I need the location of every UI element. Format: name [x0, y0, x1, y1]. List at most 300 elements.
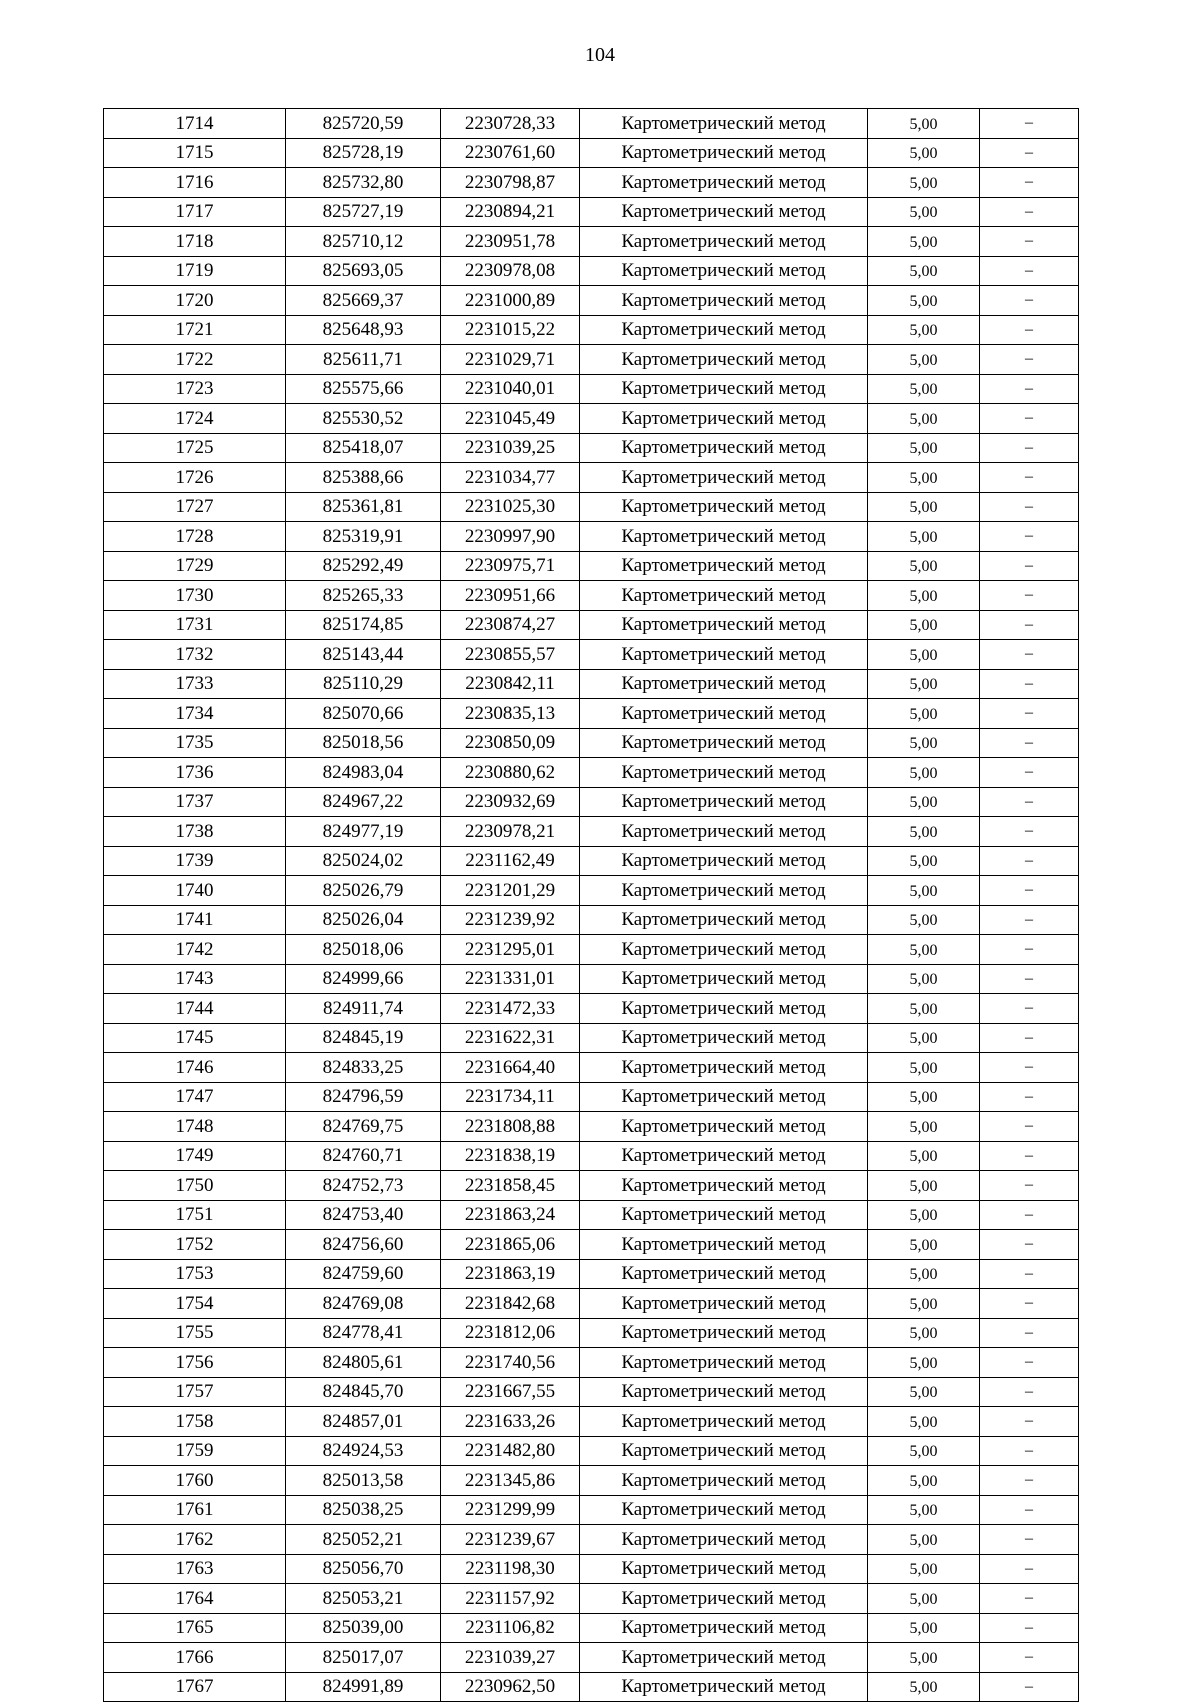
x-coordinate-cell: 824857,01	[286, 1407, 441, 1437]
description-cell: –	[980, 876, 1079, 906]
point-number-cell: 1716	[104, 168, 286, 198]
point-number-cell: 1721	[104, 315, 286, 345]
accuracy-cell: 5,00	[868, 109, 980, 139]
description-cell: –	[980, 964, 1079, 994]
table-row	[104, 522, 1079, 552]
table-row	[104, 610, 1079, 640]
method-cell: Картометрический метод	[580, 1613, 868, 1643]
table-row	[104, 669, 1079, 699]
table-row	[104, 1525, 1079, 1555]
method-cell: Картометрический метод	[580, 138, 868, 168]
x-coordinate-cell: 825056,70	[286, 1554, 441, 1584]
method-cell: Картометрический метод	[580, 758, 868, 788]
description-cell: –	[980, 1495, 1079, 1525]
description-cell: –	[980, 1643, 1079, 1673]
y-coordinate-cell: 2231808,88	[441, 1112, 580, 1142]
point-number-cell: 1729	[104, 551, 286, 581]
accuracy-cell: 5,00	[868, 492, 980, 522]
accuracy-cell: 5,00	[868, 1466, 980, 1496]
method-cell: Картометрический метод	[580, 610, 868, 640]
y-coordinate-cell: 2230761,60	[441, 138, 580, 168]
description-cell: –	[980, 1348, 1079, 1378]
method-cell: Картометрический метод	[580, 581, 868, 611]
description-cell: –	[980, 817, 1079, 847]
table-row	[104, 1318, 1079, 1348]
table-row	[104, 1495, 1079, 1525]
x-coordinate-cell: 824911,74	[286, 994, 441, 1024]
method-cell: Картометрический метод	[580, 374, 868, 404]
point-number-cell: 1761	[104, 1495, 286, 1525]
x-coordinate-cell: 824983,04	[286, 758, 441, 788]
description-cell: –	[980, 463, 1079, 493]
table-row	[104, 1230, 1079, 1260]
x-coordinate-cell: 824991,89	[286, 1672, 441, 1702]
y-coordinate-cell: 2231622,31	[441, 1023, 580, 1053]
x-coordinate-cell: 824805,61	[286, 1348, 441, 1378]
method-cell: Картометрический метод	[580, 1259, 868, 1289]
method-cell: Картометрический метод	[580, 1672, 868, 1702]
table-row	[104, 345, 1079, 375]
accuracy-cell: 5,00	[868, 1554, 980, 1584]
accuracy-cell: 5,00	[868, 846, 980, 876]
y-coordinate-cell: 2231198,30	[441, 1554, 580, 1584]
x-coordinate-cell: 824756,60	[286, 1230, 441, 1260]
table-row	[104, 227, 1079, 257]
accuracy-cell: 5,00	[868, 1643, 980, 1673]
method-cell: Картометрический метод	[580, 1348, 868, 1378]
point-number-cell: 1726	[104, 463, 286, 493]
point-number-cell: 1718	[104, 227, 286, 257]
point-number-cell: 1742	[104, 935, 286, 965]
description-cell: –	[980, 758, 1079, 788]
description-cell: –	[980, 1466, 1079, 1496]
point-number-cell: 1728	[104, 522, 286, 552]
y-coordinate-cell: 2231472,33	[441, 994, 580, 1024]
accuracy-cell: 5,00	[868, 699, 980, 729]
point-number-cell: 1751	[104, 1200, 286, 1230]
x-coordinate-cell: 824760,71	[286, 1141, 441, 1171]
table-row	[104, 286, 1079, 316]
description-cell: –	[980, 1082, 1079, 1112]
accuracy-cell: 5,00	[868, 994, 980, 1024]
x-coordinate-cell: 824778,41	[286, 1318, 441, 1348]
method-cell: Картометрический метод	[580, 286, 868, 316]
table-row	[104, 168, 1079, 198]
accuracy-cell: 5,00	[868, 1023, 980, 1053]
y-coordinate-cell: 2230880,62	[441, 758, 580, 788]
y-coordinate-cell: 2230951,78	[441, 227, 580, 257]
point-number-cell: 1725	[104, 433, 286, 463]
table-row	[104, 1436, 1079, 1466]
table-row	[104, 138, 1079, 168]
table-row	[104, 1348, 1079, 1378]
x-coordinate-cell: 824796,59	[286, 1082, 441, 1112]
description-cell: –	[980, 551, 1079, 581]
method-cell: Картометрический метод	[580, 787, 868, 817]
point-number-cell: 1740	[104, 876, 286, 906]
table-row	[104, 551, 1079, 581]
point-number-cell: 1741	[104, 905, 286, 935]
x-coordinate-cell: 825026,79	[286, 876, 441, 906]
y-coordinate-cell: 2231299,99	[441, 1495, 580, 1525]
description-cell: –	[980, 1584, 1079, 1614]
table-row	[104, 1466, 1079, 1496]
table-row	[104, 876, 1079, 906]
point-number-cell: 1763	[104, 1554, 286, 1584]
y-coordinate-cell: 2230850,09	[441, 728, 580, 758]
method-cell: Картометрический метод	[580, 1230, 868, 1260]
x-coordinate-cell: 825024,02	[286, 846, 441, 876]
table-row	[104, 935, 1079, 965]
y-coordinate-cell: 2230855,57	[441, 640, 580, 670]
x-coordinate-cell: 825013,58	[286, 1466, 441, 1496]
method-cell: Картометрический метод	[580, 522, 868, 552]
description-cell: –	[980, 197, 1079, 227]
x-coordinate-cell: 825265,33	[286, 581, 441, 611]
description-cell: –	[980, 1141, 1079, 1171]
x-coordinate-cell: 825732,80	[286, 168, 441, 198]
method-cell: Картометрический метод	[580, 640, 868, 670]
method-cell: Картометрический метод	[580, 197, 868, 227]
table-row	[104, 315, 1079, 345]
accuracy-cell: 5,00	[868, 1348, 980, 1378]
x-coordinate-cell: 824999,66	[286, 964, 441, 994]
accuracy-cell: 5,00	[868, 1495, 980, 1525]
description-cell: –	[980, 905, 1079, 935]
description-cell: –	[980, 1200, 1079, 1230]
table-row	[104, 994, 1079, 1024]
table-row	[104, 581, 1079, 611]
y-coordinate-cell: 2231039,27	[441, 1643, 580, 1673]
description-cell: –	[980, 227, 1079, 257]
x-coordinate-cell: 824769,08	[286, 1289, 441, 1319]
x-coordinate-cell: 825052,21	[286, 1525, 441, 1555]
accuracy-cell: 5,00	[868, 463, 980, 493]
method-cell: Картометрический метод	[580, 1141, 868, 1171]
method-cell: Картометрический метод	[580, 728, 868, 758]
accuracy-cell: 5,00	[868, 1436, 980, 1466]
point-number-cell: 1743	[104, 964, 286, 994]
accuracy-cell: 5,00	[868, 1200, 980, 1230]
description-cell: –	[980, 138, 1079, 168]
description-cell: –	[980, 1407, 1079, 1437]
method-cell: Картометрический метод	[580, 1407, 868, 1437]
accuracy-cell: 5,00	[868, 404, 980, 434]
table-row	[104, 433, 1079, 463]
x-coordinate-cell: 825693,05	[286, 256, 441, 286]
point-number-cell: 1731	[104, 610, 286, 640]
table-row	[104, 1200, 1079, 1230]
x-coordinate-cell: 824769,75	[286, 1112, 441, 1142]
accuracy-cell: 5,00	[868, 168, 980, 198]
table-row	[104, 1112, 1079, 1142]
table-row	[104, 1643, 1079, 1673]
y-coordinate-cell: 2231734,11	[441, 1082, 580, 1112]
point-number-cell: 1760	[104, 1466, 286, 1496]
y-coordinate-cell: 2231863,24	[441, 1200, 580, 1230]
description-cell: –	[980, 1554, 1079, 1584]
table-row	[104, 197, 1079, 227]
point-number-cell: 1755	[104, 1318, 286, 1348]
y-coordinate-cell: 2230951,66	[441, 581, 580, 611]
table-row	[104, 1377, 1079, 1407]
x-coordinate-cell: 825728,19	[286, 138, 441, 168]
table-row	[104, 699, 1079, 729]
point-number-cell: 1752	[104, 1230, 286, 1260]
accuracy-cell: 5,00	[868, 1584, 980, 1614]
accuracy-cell: 5,00	[868, 1053, 980, 1083]
accuracy-cell: 5,00	[868, 581, 980, 611]
description-cell: –	[980, 1289, 1079, 1319]
method-cell: Картометрический метод	[580, 1289, 868, 1319]
method-cell: Картометрический метод	[580, 1495, 868, 1525]
x-coordinate-cell: 825530,52	[286, 404, 441, 434]
table-row	[104, 1407, 1079, 1437]
x-coordinate-cell: 825418,07	[286, 433, 441, 463]
y-coordinate-cell: 2230997,90	[441, 522, 580, 552]
method-cell: Картометрический метод	[580, 1023, 868, 1053]
method-cell: Картометрический метод	[580, 256, 868, 286]
method-cell: Картометрический метод	[580, 404, 868, 434]
accuracy-cell: 5,00	[868, 315, 980, 345]
x-coordinate-cell: 825710,12	[286, 227, 441, 257]
description-cell: –	[980, 728, 1079, 758]
y-coordinate-cell: 2230842,11	[441, 669, 580, 699]
table-row	[104, 1082, 1079, 1112]
x-coordinate-cell: 824753,40	[286, 1200, 441, 1230]
method-cell: Картометрический метод	[580, 1525, 868, 1555]
y-coordinate-cell: 2231865,06	[441, 1230, 580, 1260]
x-coordinate-cell: 825575,66	[286, 374, 441, 404]
point-number-cell: 1719	[104, 256, 286, 286]
description-cell: –	[980, 433, 1079, 463]
x-coordinate-cell: 825053,21	[286, 1584, 441, 1614]
method-cell: Картометрический метод	[580, 1318, 868, 1348]
table-row	[104, 463, 1079, 493]
point-number-cell: 1749	[104, 1141, 286, 1171]
description-cell: –	[980, 1672, 1079, 1702]
y-coordinate-cell: 2230798,87	[441, 168, 580, 198]
point-number-cell: 1737	[104, 787, 286, 817]
method-cell: Картометрический метод	[580, 1082, 868, 1112]
method-cell: Картометрический метод	[580, 846, 868, 876]
point-number-cell: 1764	[104, 1584, 286, 1614]
accuracy-cell: 5,00	[868, 138, 980, 168]
y-coordinate-cell: 2231015,22	[441, 315, 580, 345]
accuracy-cell: 5,00	[868, 1318, 980, 1348]
y-coordinate-cell: 2231039,25	[441, 433, 580, 463]
x-coordinate-cell: 825361,81	[286, 492, 441, 522]
table-body	[104, 109, 1079, 1702]
x-coordinate-cell: 824924,53	[286, 1436, 441, 1466]
x-coordinate-cell: 825669,37	[286, 286, 441, 316]
description-cell: –	[980, 699, 1079, 729]
y-coordinate-cell: 2231157,92	[441, 1584, 580, 1614]
method-cell: Картометрический метод	[580, 1466, 868, 1496]
accuracy-cell: 5,00	[868, 1141, 980, 1171]
table-row	[104, 404, 1079, 434]
x-coordinate-cell: 824833,25	[286, 1053, 441, 1083]
table-row	[104, 1672, 1079, 1702]
y-coordinate-cell: 2230835,13	[441, 699, 580, 729]
point-number-cell: 1717	[104, 197, 286, 227]
point-number-cell: 1724	[104, 404, 286, 434]
x-coordinate-cell: 825611,71	[286, 345, 441, 375]
description-cell: –	[980, 669, 1079, 699]
page-number: 104	[585, 44, 615, 66]
method-cell: Картометрический метод	[580, 876, 868, 906]
description-cell: –	[980, 1318, 1079, 1348]
accuracy-cell: 5,00	[868, 345, 980, 375]
accuracy-cell: 5,00	[868, 640, 980, 670]
x-coordinate-cell: 825017,07	[286, 1643, 441, 1673]
description-cell: –	[980, 256, 1079, 286]
accuracy-cell: 5,00	[868, 787, 980, 817]
y-coordinate-cell: 2230728,33	[441, 109, 580, 139]
point-number-cell: 1715	[104, 138, 286, 168]
y-coordinate-cell: 2231667,55	[441, 1377, 580, 1407]
accuracy-cell: 5,00	[868, 522, 980, 552]
description-cell: –	[980, 581, 1079, 611]
description-cell: –	[980, 935, 1079, 965]
accuracy-cell: 5,00	[868, 1672, 980, 1702]
accuracy-cell: 5,00	[868, 1259, 980, 1289]
method-cell: Картометрический метод	[580, 1643, 868, 1673]
method-cell: Картометрический метод	[580, 492, 868, 522]
description-cell: –	[980, 1377, 1079, 1407]
x-coordinate-cell: 825018,06	[286, 935, 441, 965]
accuracy-cell: 5,00	[868, 286, 980, 316]
table-row	[104, 905, 1079, 935]
method-cell: Картометрический метод	[580, 699, 868, 729]
x-coordinate-cell: 825026,04	[286, 905, 441, 935]
description-cell: –	[980, 1525, 1079, 1555]
table-row	[104, 374, 1079, 404]
method-cell: Картометрический метод	[580, 1053, 868, 1083]
y-coordinate-cell: 2231025,30	[441, 492, 580, 522]
description-cell: –	[980, 1023, 1079, 1053]
x-coordinate-cell: 825143,44	[286, 640, 441, 670]
method-cell: Картометрический метод	[580, 1554, 868, 1584]
point-number-cell: 1720	[104, 286, 286, 316]
table-row	[104, 640, 1079, 670]
accuracy-cell: 5,00	[868, 197, 980, 227]
y-coordinate-cell: 2231482,80	[441, 1436, 580, 1466]
y-coordinate-cell: 2231239,92	[441, 905, 580, 935]
y-coordinate-cell: 2231295,01	[441, 935, 580, 965]
accuracy-cell: 5,00	[868, 1112, 980, 1142]
method-cell: Картометрический метод	[580, 1584, 868, 1614]
x-coordinate-cell: 824967,22	[286, 787, 441, 817]
point-number-cell: 1765	[104, 1613, 286, 1643]
x-coordinate-cell: 824845,70	[286, 1377, 441, 1407]
table-row	[104, 109, 1079, 139]
point-number-cell: 1730	[104, 581, 286, 611]
coordinates-table	[103, 108, 1079, 1702]
description-cell: –	[980, 522, 1079, 552]
method-cell: Картометрический метод	[580, 1377, 868, 1407]
method-cell: Картометрический метод	[580, 345, 868, 375]
x-coordinate-cell: 825018,56	[286, 728, 441, 758]
x-coordinate-cell: 825038,25	[286, 1495, 441, 1525]
point-number-cell: 1745	[104, 1023, 286, 1053]
method-cell: Картометрический метод	[580, 227, 868, 257]
accuracy-cell: 5,00	[868, 876, 980, 906]
point-number-cell: 1736	[104, 758, 286, 788]
description-cell: –	[980, 1112, 1079, 1142]
method-cell: Картометрический метод	[580, 433, 868, 463]
y-coordinate-cell: 2231000,89	[441, 286, 580, 316]
y-coordinate-cell: 2231201,29	[441, 876, 580, 906]
method-cell: Картометрический метод	[580, 463, 868, 493]
table-row	[104, 846, 1079, 876]
description-cell: –	[980, 1230, 1079, 1260]
point-number-cell: 1735	[104, 728, 286, 758]
description-cell: –	[980, 1053, 1079, 1083]
point-number-cell: 1754	[104, 1289, 286, 1319]
description-cell: –	[980, 1259, 1079, 1289]
y-coordinate-cell: 2231858,45	[441, 1171, 580, 1201]
table-row	[104, 1584, 1079, 1614]
method-cell: Картометрический метод	[580, 109, 868, 139]
accuracy-cell: 5,00	[868, 1082, 980, 1112]
x-coordinate-cell: 825727,19	[286, 197, 441, 227]
method-cell: Картометрический метод	[580, 1171, 868, 1201]
x-coordinate-cell: 824977,19	[286, 817, 441, 847]
y-coordinate-cell: 2231034,77	[441, 463, 580, 493]
description-cell: –	[980, 640, 1079, 670]
method-cell: Картометрический метод	[580, 168, 868, 198]
y-coordinate-cell: 2231106,82	[441, 1613, 580, 1643]
point-number-cell: 1758	[104, 1407, 286, 1437]
method-cell: Картометрический метод	[580, 315, 868, 345]
y-coordinate-cell: 2231812,06	[441, 1318, 580, 1348]
point-number-cell: 1759	[104, 1436, 286, 1466]
point-number-cell: 1744	[104, 994, 286, 1024]
y-coordinate-cell: 2231040,01	[441, 374, 580, 404]
point-number-cell: 1732	[104, 640, 286, 670]
table-row	[104, 1023, 1079, 1053]
y-coordinate-cell: 2231331,01	[441, 964, 580, 994]
x-coordinate-cell: 825648,93	[286, 315, 441, 345]
y-coordinate-cell: 2230932,69	[441, 787, 580, 817]
table-row	[104, 964, 1079, 994]
accuracy-cell: 5,00	[868, 758, 980, 788]
y-coordinate-cell: 2230962,50	[441, 1672, 580, 1702]
table-row	[104, 1141, 1079, 1171]
table-row	[104, 1171, 1079, 1201]
table-row	[104, 1613, 1079, 1643]
accuracy-cell: 5,00	[868, 1377, 980, 1407]
point-number-cell: 1756	[104, 1348, 286, 1378]
accuracy-cell: 5,00	[868, 669, 980, 699]
point-number-cell: 1733	[104, 669, 286, 699]
point-number-cell: 1739	[104, 846, 286, 876]
accuracy-cell: 5,00	[868, 374, 980, 404]
x-coordinate-cell: 825720,59	[286, 109, 441, 139]
description-cell: –	[980, 404, 1079, 434]
description-cell: –	[980, 286, 1079, 316]
accuracy-cell: 5,00	[868, 551, 980, 581]
accuracy-cell: 5,00	[868, 1613, 980, 1643]
point-number-cell: 1762	[104, 1525, 286, 1555]
description-cell: –	[980, 492, 1079, 522]
point-number-cell: 1738	[104, 817, 286, 847]
y-coordinate-cell: 2231045,49	[441, 404, 580, 434]
x-coordinate-cell: 825110,29	[286, 669, 441, 699]
y-coordinate-cell: 2231029,71	[441, 345, 580, 375]
description-cell: –	[980, 994, 1079, 1024]
